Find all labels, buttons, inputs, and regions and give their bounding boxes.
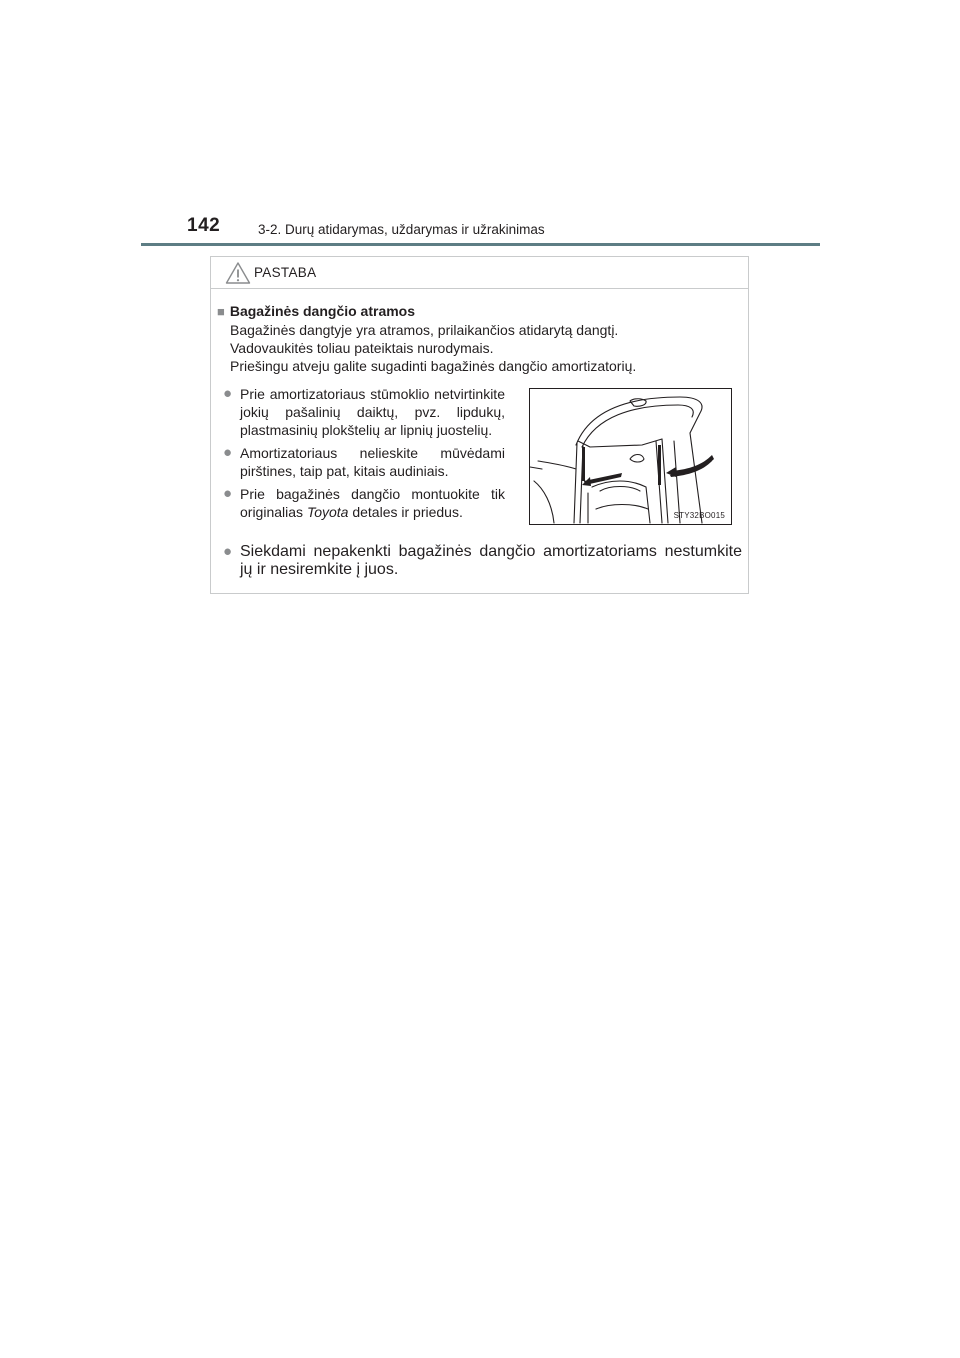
bullet-dot-icon: ● (223, 444, 233, 461)
intro-line: Bagažinės dangtyje yra atramos, prilaikančios atidarytą dangtį. (230, 322, 619, 338)
notice-box (210, 256, 749, 594)
bullet-dot-icon: ● (223, 385, 233, 402)
bullet-text: Prie amortizatoriaus stūmoklio netvirtinkite jokių pašalinių daiktų, pvz. lipdukų, plastmasinių plokštelių ar lipnių juostelių. (240, 386, 505, 438)
bullet-text: Prie bagažinės dangčio montuokite tik originalias (240, 486, 505, 520)
bullet-text: Siekdami nepakenkti bagažinės dangčio amortizatoriams nestumkite jų ir nesiremkite į juos. (240, 543, 742, 578)
page-number: 142 (187, 215, 221, 236)
subheading-text: Bagažinės dangčio atramos (229, 303, 416, 319)
section-title: 3-2. Durų atidarymas, uždarymas ir užrakinimas (258, 222, 545, 237)
header-divider (141, 243, 820, 246)
bullet-text: detales ir priedus. (348, 504, 463, 520)
bullet-text: Amortizatoriaus nelieskite mūvėdami pirštines, taip pat, kitais audiniais. (240, 445, 505, 479)
trunk-strut-illustration (529, 388, 732, 525)
bullet-item (223, 444, 505, 480)
bullet-dot-icon: ● (223, 543, 233, 560)
warning-triangle-icon (225, 261, 251, 285)
square-bullet-icon: ■ (217, 304, 225, 319)
notice-header (211, 257, 748, 289)
bullet-item (223, 485, 505, 521)
bullet-list (223, 385, 505, 526)
brand-name: Toyota (306, 504, 349, 520)
bullet-dot-icon: ● (223, 485, 233, 502)
bullet-item (223, 385, 505, 439)
subheading (217, 303, 415, 319)
trunk-strut-drawing (530, 389, 731, 524)
intro-line: Priešingu atveju galite sugadinti bagažinės dangčio amortizatorių. (230, 358, 637, 374)
notice-label: PASTABA (254, 265, 317, 280)
bullet-item (223, 543, 742, 579)
intro-text (230, 321, 740, 375)
figure-code: STY32BO015 (673, 511, 725, 520)
intro-line: Vadovaukitės toliau pateiktais nurodymais. (230, 340, 494, 356)
